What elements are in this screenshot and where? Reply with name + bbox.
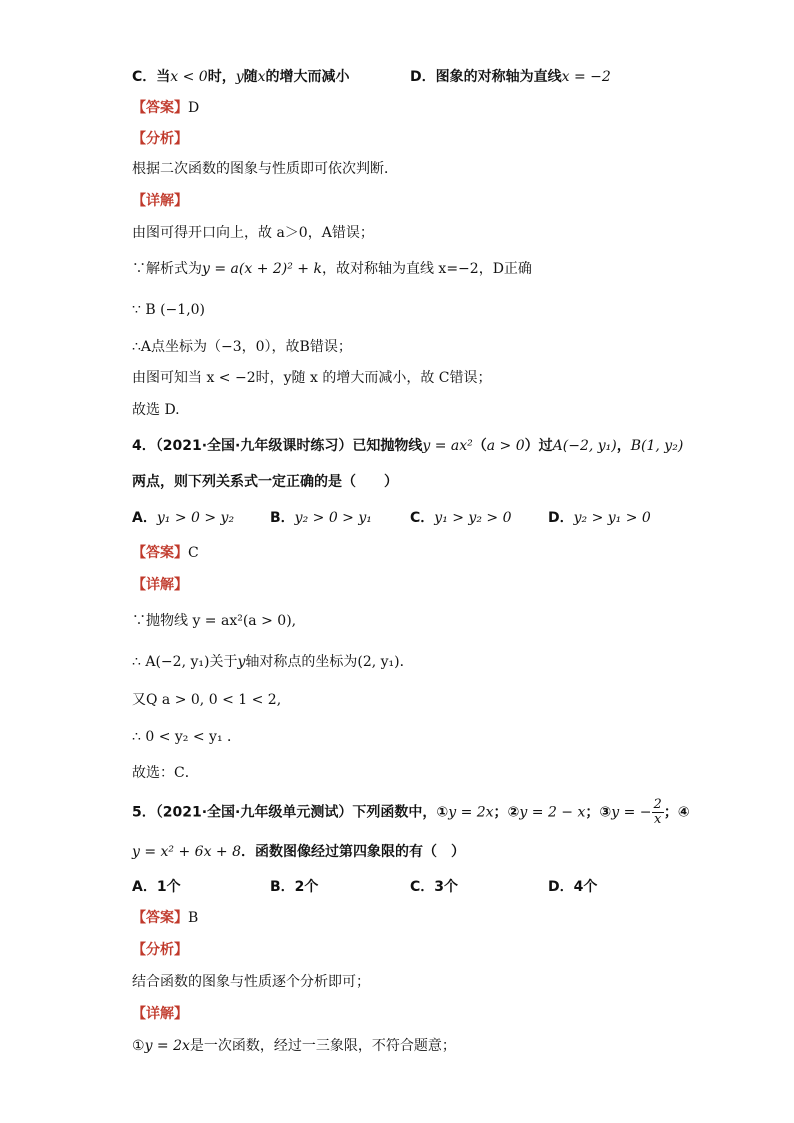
q4-option-a: A．y₁ > 0 > y₂ [132,510,235,526]
q4-detail-heading: 【详解】 [132,577,188,593]
detail-line-1: 由图可得开口向上，故 a＞0，A错误； [132,225,374,241]
q4-stem-line-2: 两点，则下列关系式一定正确的是（ ） [132,474,398,490]
q5-analysis-heading: 【分析】 [132,942,188,958]
q5-answer-line: 【答案】B [132,910,199,926]
q4-answer-line: 【答案】C [132,545,199,561]
q5-detail-line-1: ①y = 2x是一次函数，经过一三象限，不符合题意； [132,1038,456,1054]
q4-detail-line-3: 又Q a > 0, 0 < 1 < 2, [132,692,282,708]
q4-stem-line-1: 4．（2021·全国·九年级课时练习）已知抛物线y = ax²（a > 0）过A(−2, y₁)，B(1, y₂) [132,438,684,454]
q5-option-c: C．3个 [410,879,459,895]
q4-option-b: B．y₂ > 0 > y₁ [270,510,372,526]
q5-option-d: D．4个 [548,879,598,895]
q5-option-a: A．1个 [132,879,181,895]
q5-stem-line-1: 5．（2021·全国·九年级单元测试）下列函数中，①y = 2x；②y = 2 − x；③y = − $\frac{2}{x}$ ；④ [132,797,690,827]
detail-line-4: ∴A点坐标为（−3，0），故B错误； [132,339,352,355]
q4-detail-line-5: 故选：C． [132,765,199,781]
detail-line-3: ∵ B (−1,0) [132,302,206,318]
detail-line-2: ∵解析式为y = a(x + 2)² + k，故对称轴为直线 x=−2，D正确 [132,261,532,277]
option-d: D．图象的对称轴为直线x = −2 [410,69,611,85]
q4-detail-line-4: ∴ 0 < y₂ < y₁ ． [132,729,242,745]
fraction: $\frac{2}{x}$ [653,797,662,827]
q5-detail-heading: 【详解】 [132,1006,188,1022]
detail-line-5: 由图可知当 x < −2时，y随 x 的增大而减小，故 C错误； [132,370,492,386]
q5-analysis-text: 结合函数的图象与性质逐个分析即可； [132,974,370,990]
q5-stem-line-2: y = x² + 6x + 8．函数图像经过第四象限的有（ ） [132,844,466,860]
analysis-heading: 【分析】 [132,131,188,147]
q5-option-b: B．2个 [270,879,319,895]
q4-detail-line-1: ∵抛物线 y = ax²(a > 0), [132,613,297,629]
q4-option-d: D．y₂ > y₁ > 0 [548,510,651,526]
option-c: C．当x < 0时，y随x的增大而减小 [132,69,350,85]
answer-line: 【答案】D [132,100,200,116]
q4-option-c: C．y₁ > y₂ > 0 [410,510,512,526]
detail-heading: 【详解】 [132,193,188,209]
analysis-text: 根据二次函数的图象与性质即可依次判断． [132,161,398,177]
q4-detail-line-2: ∴ A(−2, y₁)关于y轴对称点的坐标为(2, y₁)． [132,654,414,670]
detail-line-6: 故选 D. [132,402,180,418]
